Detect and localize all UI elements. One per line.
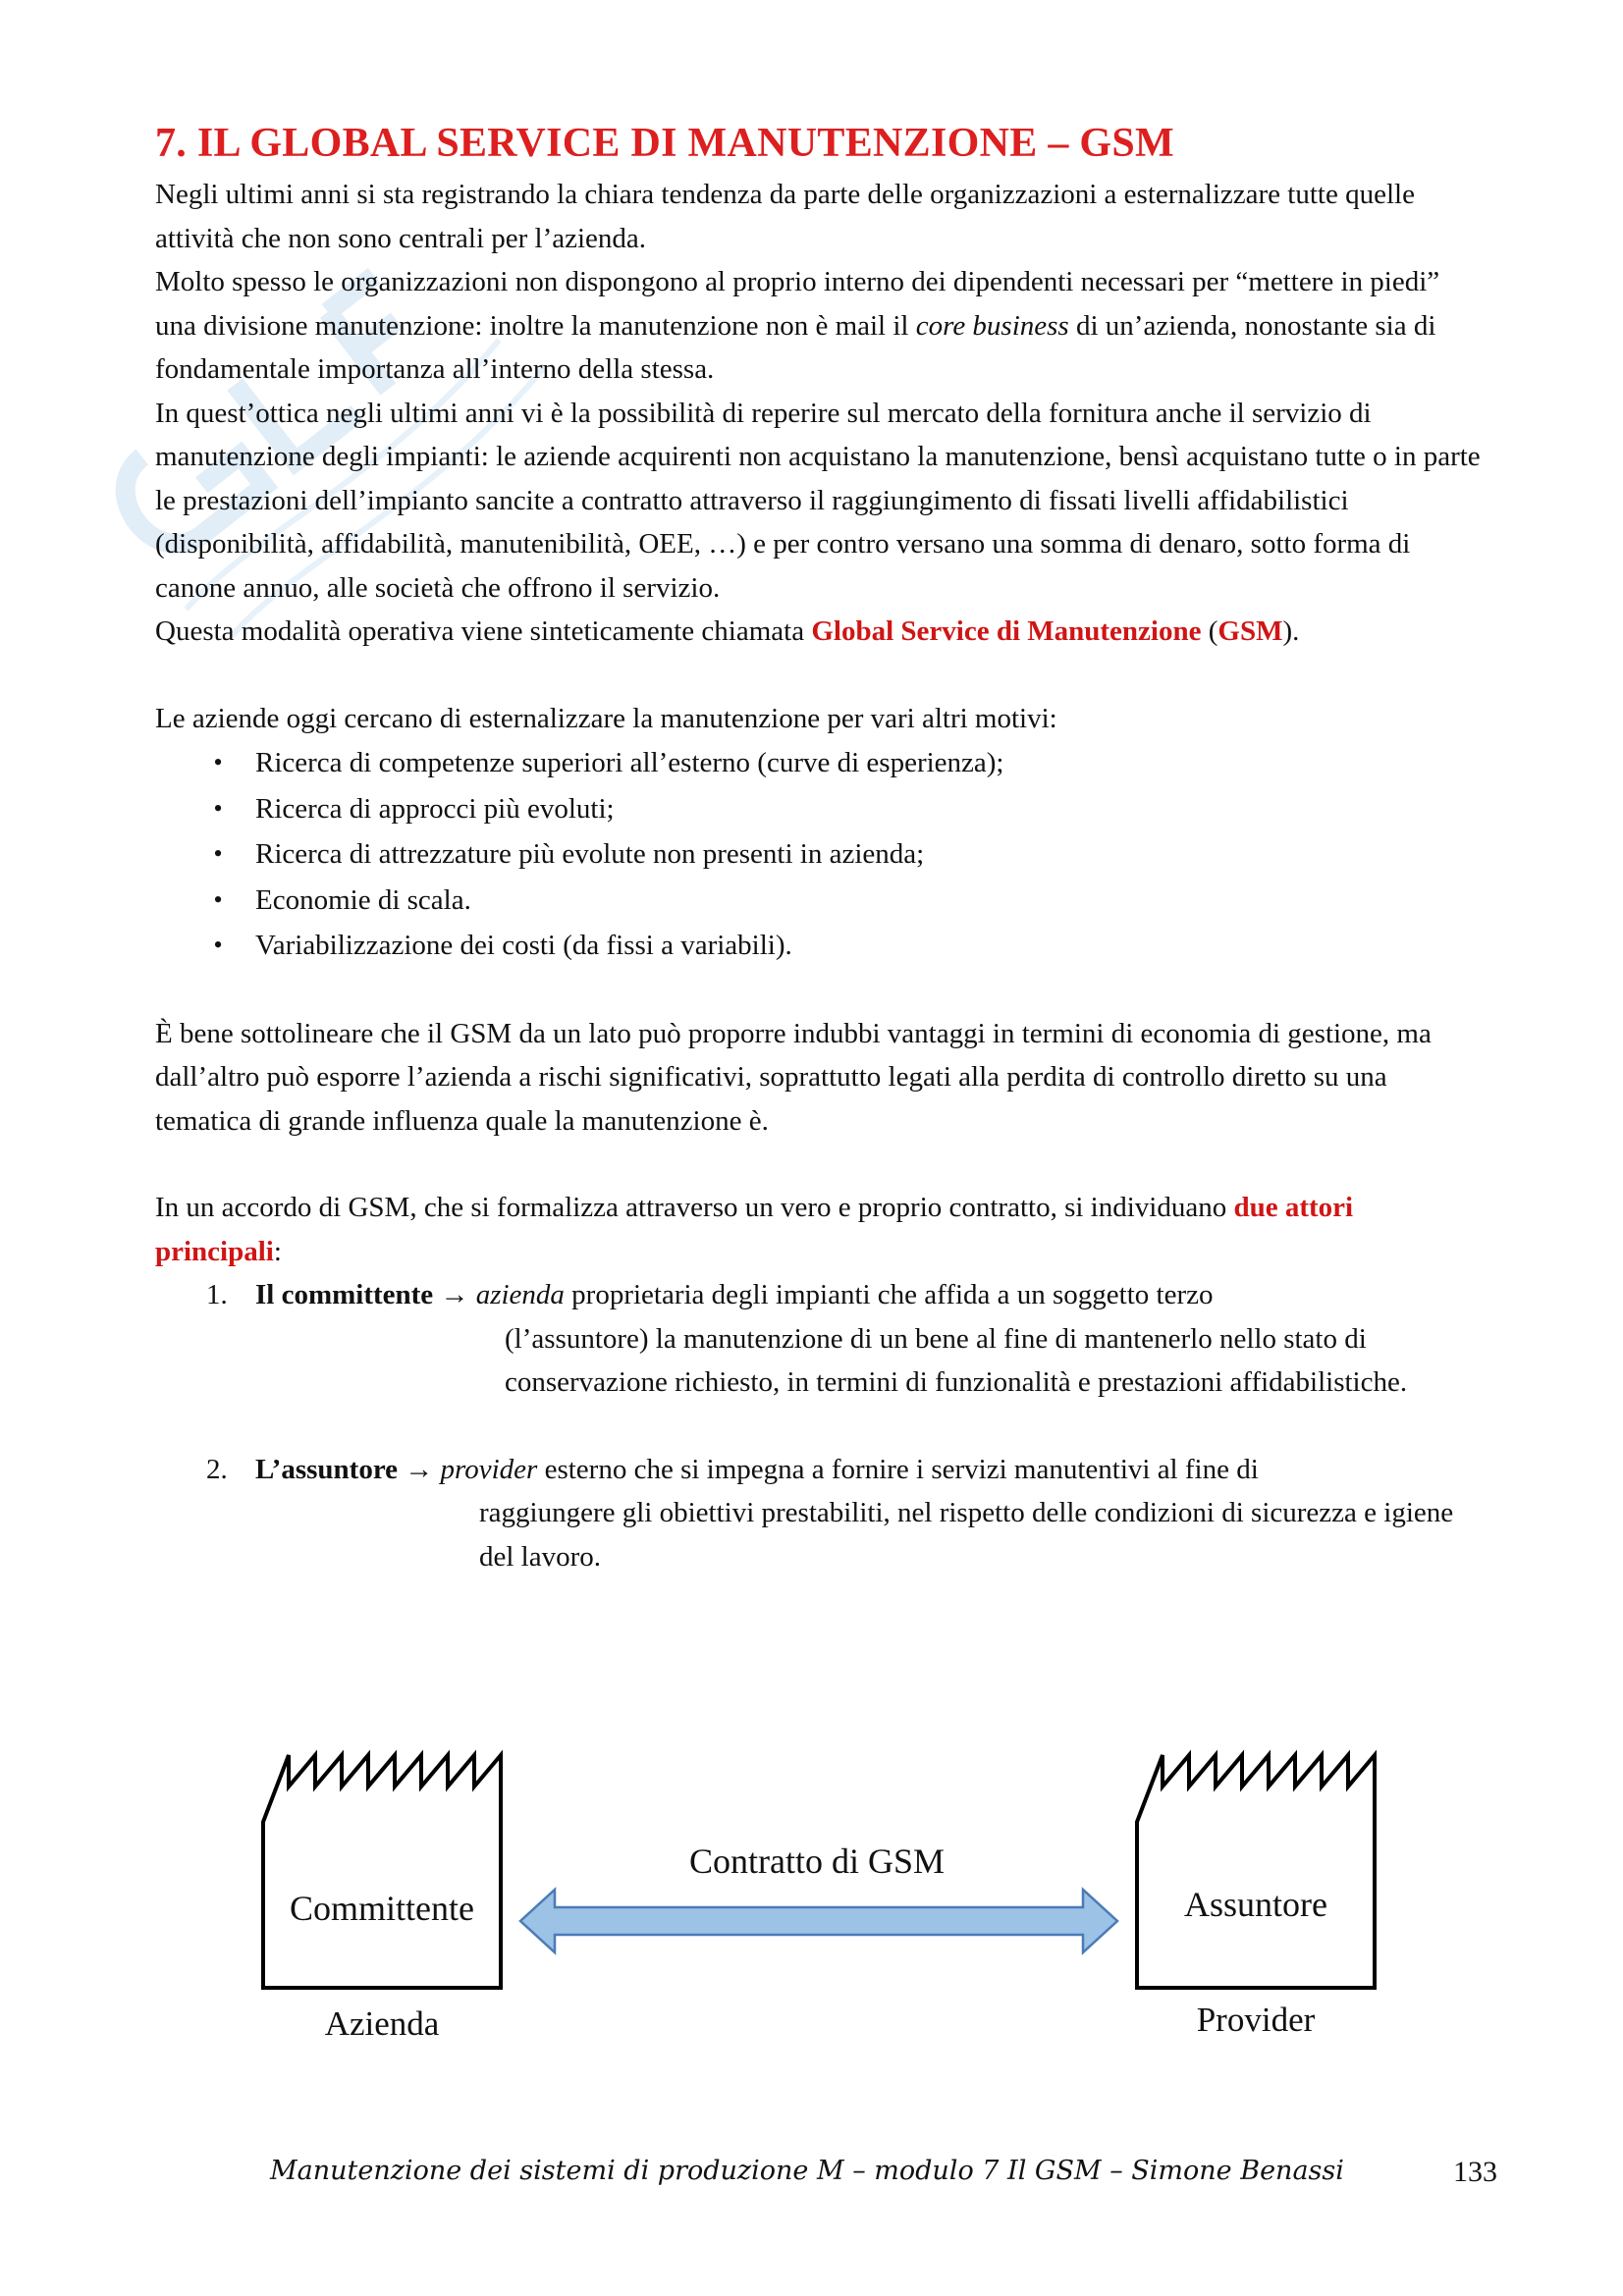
two-actors-term: due attori principali: [155, 1192, 1354, 1267]
intro-paragraph-4: [155, 610, 1481, 654]
agreement-lead-a: In un accordo di GSM, che si formalizza attraverso un vero e proprio contratto, si individuano: [155, 1192, 1234, 1223]
assuntore-label: Assuntore: [1184, 1885, 1327, 1924]
bullet-icon: •: [213, 748, 223, 776]
actor-description: (l’assuntore) la manutenzione di un bene al fine di mantenerlo nello stato di conservazione richiesto, in termini di funzionalità e prestazioni affidabilistiche.: [505, 1322, 1408, 1398]
agreement-lead-b: :: [273, 1235, 282, 1267]
factory-icon: [1137, 1755, 1375, 1988]
arrow-right-icon: →: [398, 1453, 441, 1485]
provider-caption: Provider: [1196, 2001, 1316, 2039]
agreement-paragraph: [155, 1186, 1481, 1273]
actor-committente: [155, 1273, 1481, 1405]
bullet-icon: •: [213, 793, 223, 823]
actor-first-line: esterno che si impegna a fornire i servizi manutentivi al fine di: [537, 1453, 1259, 1485]
list-item-text: Economie di scala.: [255, 883, 471, 916]
intro-paragraph-2: [155, 260, 1481, 392]
intro-paragraph-2-a: Molto spesso le organizzazioni non dispongono al proprio interno dei dipendenti necessari per “mettere in piedi” una divisione manutenzione: inoltre la manutenzione non è mail il: [155, 266, 1440, 342]
factory-icon: [263, 1755, 501, 1988]
list-item: [155, 786, 1481, 832]
bullet-icon: •: [213, 931, 223, 959]
actor-number: 2.: [206, 1453, 228, 1485]
gsm-diagram-svg: [0, 1747, 1623, 2081]
arrow-right-icon: →: [433, 1279, 476, 1310]
intro-paragraph-4-c: ).: [1282, 615, 1300, 647]
reasons-lead: Le aziende oggi cercano di esternalizzare la manutenzione per vari altri motivi:: [155, 702, 1057, 734]
actor-assuntore: [155, 1448, 1481, 1579]
reasons-list: [155, 740, 1481, 969]
committente-label: Committente: [290, 1889, 474, 1928]
document-page: [155, 116, 1481, 1578]
azienda-caption: Azienda: [324, 2004, 440, 2043]
bullet-icon: •: [213, 884, 223, 914]
actor-name: L’assuntore: [255, 1453, 399, 1485]
section-heading: 7. IL GLOBAL SERVICE DI MANUTENZIONE – GSM: [155, 121, 1174, 166]
list-item-text: Ricerca di competenze superiori all’esterno (curve di esperienza);: [255, 747, 1004, 778]
actor-name: Il committente: [255, 1279, 434, 1310]
intro-paragraph-2-b: di un’azienda, nonostante sia di fondamentale importanza all’interno della stessa.: [155, 309, 1436, 385]
core-business-term: core business: [915, 309, 1069, 342]
intro-paragraph-1: Negli ultimi anni si sta registrando la chiara tendenza da parte delle organizzazioni a esternalizzare tutte quelle attività che non sono centrali per l’azienda.: [155, 179, 1415, 254]
gsm-acronym: GSM: [1217, 615, 1283, 647]
actor-italic-term: provider: [440, 1453, 538, 1485]
footer-title: Manutenzione dei sistemi di produzione M – modulo 7 Il GSM – Simone Benassi: [270, 2156, 1344, 2186]
page-footer: [270, 2156, 1497, 2199]
risk-paragraph: È bene sottolineare che il GSM da un lato può proporre indubbi vantaggi in termini di economia di gestione, ma dall’altro può esporre l’azienda a rischi significativi, soprattutto legati alla perdita di controllo diretto su una tematica di grande influenza quale la manutenzione è.: [155, 1017, 1432, 1137]
list-item: [155, 831, 1481, 878]
gsm-diagram: [0, 1747, 1623, 2081]
intro-paragraph-4-b: (: [1201, 615, 1218, 647]
contract-label: Contratto di GSM: [688, 1842, 946, 1881]
actor-first-line: proprietaria degli impianti che affida a un soggetto terzo: [564, 1279, 1214, 1310]
list-item: [155, 923, 1481, 969]
actor-description: raggiungere gli obiettivi prestabiliti, nel rispetto delle condizioni di sicurezza e igiene del lavoro.: [479, 1497, 1454, 1573]
list-item-text: Ricerca di attrezzature più evolute non presenti in azienda;: [255, 838, 925, 870]
actor-head: [255, 1454, 1259, 1485]
list-item-text: Variabilizzazione dei costi (da fissi a variabili).: [255, 930, 792, 961]
list-item: [155, 740, 1481, 786]
actor-number: 1.: [206, 1279, 228, 1310]
double-arrow-icon: [520, 1890, 1117, 1952]
gsm-full-term: Global Service di Manutenzione: [811, 615, 1202, 647]
list-item-text: Ricerca di approcci più evoluti;: [255, 792, 615, 825]
bullet-icon: •: [213, 839, 223, 868]
list-item: [155, 878, 1481, 924]
page-number: 133: [1453, 2156, 1497, 2188]
actor-head: [255, 1279, 1214, 1310]
intro-paragraph-3: In quest’ottica negli ultimi anni vi è la possibilità di reperire sul mercato della fornitura anche il servizio di manutenzione degli impianti: le aziende acquirenti non acquistano la manutenzione, bensì acquistano tutte o in parte le prestazioni dell’impianto sancite a contratto attraverso il raggiungimento di fissati livelli affidabilistici (disponibilità, affidabilità, manutenibilità, OEE, …) e per contro versano una somma di denaro, sotto forma di canone annuo, alle società che offrono il servizio.: [155, 397, 1481, 604]
actor-italic-term: azienda: [475, 1279, 565, 1310]
intro-paragraph-4-a: Questa modalità operativa viene sinteticamente chiamata: [155, 615, 812, 647]
